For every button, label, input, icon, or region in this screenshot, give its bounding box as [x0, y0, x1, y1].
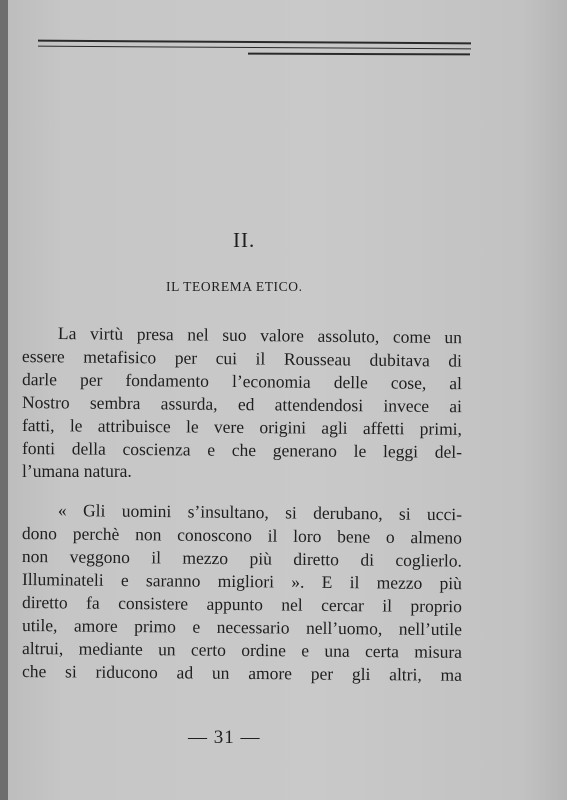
text-line: che si riducono ad un amore per gli altri, ma	[21, 661, 463, 685]
text-line: essere metafisico per cui il Rousseau dubitava di	[21, 346, 463, 371]
text-line: non veggono il mezzo più diretto di coglierlo.	[21, 546, 463, 571]
text-line: Nostro sembra assurda, ed attendendosi invece ai	[21, 392, 463, 417]
text-line: darle per fondamento l’economia delle cose, al	[21, 369, 463, 394]
text-line: diretto fa consistere appunto nel cercar il proprio	[21, 592, 463, 617]
text-line: utile, amore primo e necessario nell’uomo, nell’utile	[21, 615, 463, 640]
text-line: Illuminateli e saranno migliori ». E il mezzo più	[21, 569, 463, 594]
text-line: « Gli uomini s’insultano, si derubano, si ucci-	[57, 500, 463, 525]
chapter-number: II.	[233, 228, 256, 252]
page-number: — 31 —	[188, 727, 261, 748]
text-line: dono perchè non conoscono il loro bene o almeno	[21, 523, 463, 548]
text-line: altrui, mediante un certo ordine e una certa misura	[21, 638, 463, 662]
text-line: fonti della coscienza e che generano le leggi del-	[21, 438, 463, 462]
text-line: La virtù presa nel suo valore assoluto, come un	[57, 323, 463, 348]
text-line: fatti, le attribuisce le vere origini agli affetti primi,	[21, 415, 463, 439]
body-text	[8, 0, 567, 800]
chapter-title: IL TEOREMA ETICO.	[166, 279, 303, 294]
text-line: l’umana natura.	[22, 461, 132, 481]
book-page	[8, 0, 567, 800]
